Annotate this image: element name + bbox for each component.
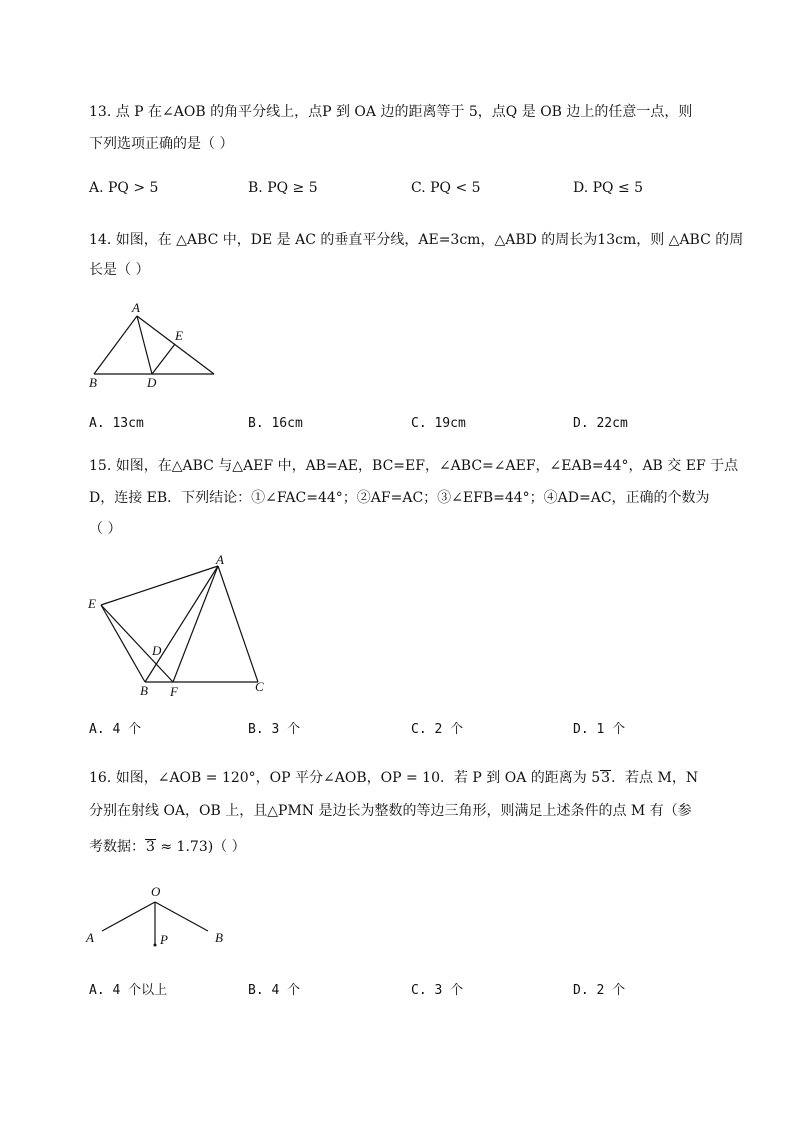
q16-line1 [89,767,698,787]
q15-stem-line1: 如图，在△ABC 与△AEF 中，AB=AE，BC=EF，∠ABC=∠AEF，∠EAB=44°，AB 交 EF 于点 [115,458,739,474]
q16-stem-line1-a: 如图，∠AOB = 120°，OP 平分∠AOB，OP = 10．若 P 到 OA 的距离为 5 [115,770,601,786]
q13-line1 [89,101,692,121]
q14-segment-ab [94,316,137,374]
q14-stem-line2: 长是（ ） [89,262,150,278]
q15-segment-ef [101,605,173,682]
q13-option-b[interactable]: B. PQ ≥ 5 [248,180,318,196]
q13-number: 13. [89,104,112,120]
q14-segment-de [152,344,175,374]
q16-stem-line3-a: 考数据： [89,839,145,855]
q16-option-c[interactable]: C. 3 个 [411,983,464,998]
q15-label-d: D [152,643,162,658]
q14-label-b: B [89,375,97,390]
q14-stem-line1: 如图，在 △ABC 中，DE 是 AC 的垂直平分线，AE=3cm，△ABD 的周长为13cm，则 △ABC 的周 [115,232,744,248]
q16-ray-oa [102,902,155,931]
q16-option-b[interactable]: B. 4 个 [248,983,301,998]
q16-option-a[interactable]: A. 4 个以上 [89,983,168,998]
q13-option-a[interactable]: A. PQ > 5 [89,180,159,196]
q16-stem-line1-b: ．若点 M，N [611,770,699,786]
q14-figure [84,298,224,393]
q16-label-b: B [215,930,223,945]
q16-label-p: P [160,932,168,947]
q15-label-c: C [255,679,264,694]
q15-segment-ae [101,566,218,605]
q16-stem-line2: 分别在射线 OA，OB 上，且△PMN 是边长为整数的等边三角形，则满足上述条件的点 M 有（参 [89,803,692,819]
q16-figure [84,882,234,952]
q16-stem-line3-b: ≈ 1.73)（ ） [155,839,246,855]
q15-segment-af [173,566,218,682]
q15-stem-line3: （ ） [89,521,122,537]
q16-point-p [154,944,157,947]
q16-label-a: A [86,930,94,945]
q16-number: 16. [89,770,112,786]
q15-option-d[interactable]: D. 1 个 [573,722,626,737]
q14-label-d: D [147,375,157,390]
q16-label-o: O [151,884,161,899]
q15-stem-line2: D，连接 EB．下列结论：①∠FAC=44°；②AF=AC；③∠EFB=44°；④AD=AC，正确的个数为 [89,490,710,506]
q15-segment-eb [101,605,145,682]
q14-line1 [89,229,743,249]
q15-label-b: B [140,683,148,698]
q13-option-c[interactable]: C. PQ < 5 [411,180,481,196]
q16-line3 [89,836,246,856]
q13-stem-line1: 点 P 在∠AOB 的角平分线上，点P 到 OA 边的距离等于 5，点Q 是 OB 边上的任意一点，则 [115,104,693,120]
q15-segment-ab [145,566,218,682]
q14-number: 14. [89,232,112,248]
q16-ray-ob [155,902,208,931]
q14-segment-ad [137,316,152,374]
q14-option-d[interactable]: D. 22cm [573,416,628,431]
q15-label-f: F [170,684,178,699]
q15-option-b[interactable]: B. 3 个 [248,722,301,737]
q16-option-d[interactable]: D. 2 个 [573,983,626,998]
q15-option-c[interactable]: C. 2 个 [411,722,464,737]
q15-number: 15. [89,458,112,474]
q16-sqrt-radicand-1: 3 [601,770,611,786]
q14-option-c[interactable]: C. 19cm [411,416,466,431]
q13-option-d[interactable]: D. PQ ≤ 5 [573,180,644,196]
q14-option-a[interactable]: A. 13cm [89,416,144,431]
q13-stem-line2: 下列选项正确的是（ ） [89,136,234,152]
q16-sqrt-radicand-2: 3 [146,839,155,855]
q15-option-a[interactable]: A. 4 个 [89,722,142,737]
q15-label-a: A [216,552,224,567]
q15-figure [84,552,274,702]
q15-line1 [89,455,738,475]
q14-option-b[interactable]: B. 16cm [248,416,303,431]
q14-label-a: A [132,300,140,315]
q15-label-e: E [88,596,96,611]
q15-segment-ac [218,566,258,682]
q14-segment-ac [137,316,214,374]
q14-label-e: E [175,328,183,343]
